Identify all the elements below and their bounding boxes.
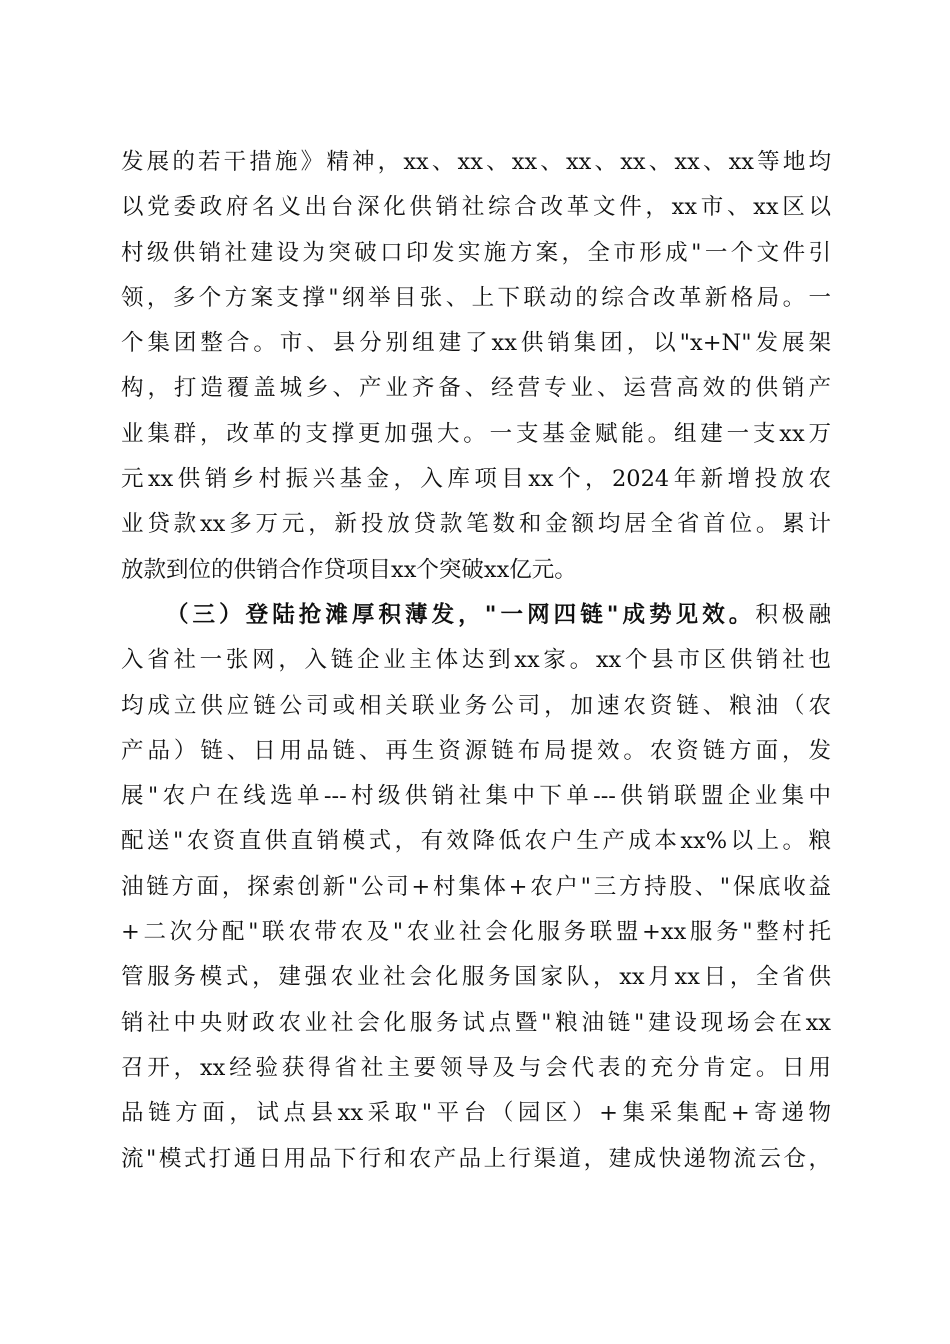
text-line: 油链方面，探索创新"公司+村集体+农户"三方持股、"保底收益 <box>121 873 831 900</box>
text-line: 以党委政府名义出台深化供销社综合改革文件，xx市、xx区以 <box>121 194 831 221</box>
text-line: 村级供销社建设为突破口印发实施方案，全市形成"一个文件引 <box>121 239 831 266</box>
text-fragment: 积极融 <box>755 601 831 628</box>
text-line: 入省社一张网，入链企业主体达到xx家。xx个县市区供销社也 <box>121 647 831 674</box>
paragraph-2 <box>121 593 831 1182</box>
text-line: 均成立供应链公司或相关联业务公司，加速农资链、粮油（农 <box>121 692 831 719</box>
text-line: 展"农户在线选单---村级供销社集中下单---供销联盟企业集中 <box>121 783 831 810</box>
text-line: 召开，xx经验获得省社主要领导及与会代表的充分肯定。日用 <box>121 1054 831 1081</box>
text-line: 个集团整合。市、县分别组建了xx供销集团，以"x+N"发展架 <box>121 330 831 357</box>
text-line: 领，多个方案支撑"纲举目张、上下联动的综合改革新格局。一 <box>121 284 831 311</box>
text-line: 品链方面，试点县xx采取"平台（园区）+集采集配+寄递物 <box>121 1100 831 1127</box>
text-line: 管服务模式，建强农业社会化服务国家队，xx月xx日，全省供 <box>121 964 831 991</box>
text-line: 业集群，改革的支撑更加强大。一支基金赋能。组建一支xx万 <box>121 420 831 447</box>
paragraph-first-line <box>121 593 831 638</box>
text-line: 构，打造覆盖城乡、产业齐备、经营专业、运营高效的供销产 <box>121 375 831 402</box>
text-line: 发展的若干措施》精神，xx、xx、xx、xx、xx、xx、xx等地均 <box>121 149 831 175</box>
paragraph-1 <box>121 140 831 593</box>
text-line: 配送"农资直供直销模式，有效降低农户生产成本xx%以上。粮 <box>121 828 831 855</box>
text-line: 销社中央财政农业社会化服务试点暨"粮油链"建设现场会在xx <box>121 1009 831 1036</box>
section-heading: （三）登陆抢滩厚积薄发，"一网四链"成势见效。 <box>166 601 756 628</box>
text-line: 产品）链、日用品链、再生资源链布局提效。农资链方面，发 <box>121 737 831 764</box>
text-line: 放款到位的供销合作贷项目xx个突破xx亿元。 <box>121 556 577 583</box>
text-line: 元xx供销乡村振兴基金，入库项目xx个，2024年新增投放农 <box>121 466 831 493</box>
text-line: 流"模式打通日用品下行和农产品上行渠道，建成快递物流云仓， <box>121 1145 831 1172</box>
text-line: +二次分配"联农带农及"农业社会化服务联盟+xx服务"整村托 <box>121 919 831 946</box>
text-line: 业贷款xx多万元，新投放贷款笔数和金额均居全省首位。累计 <box>121 511 831 538</box>
document-body <box>121 140 831 1182</box>
